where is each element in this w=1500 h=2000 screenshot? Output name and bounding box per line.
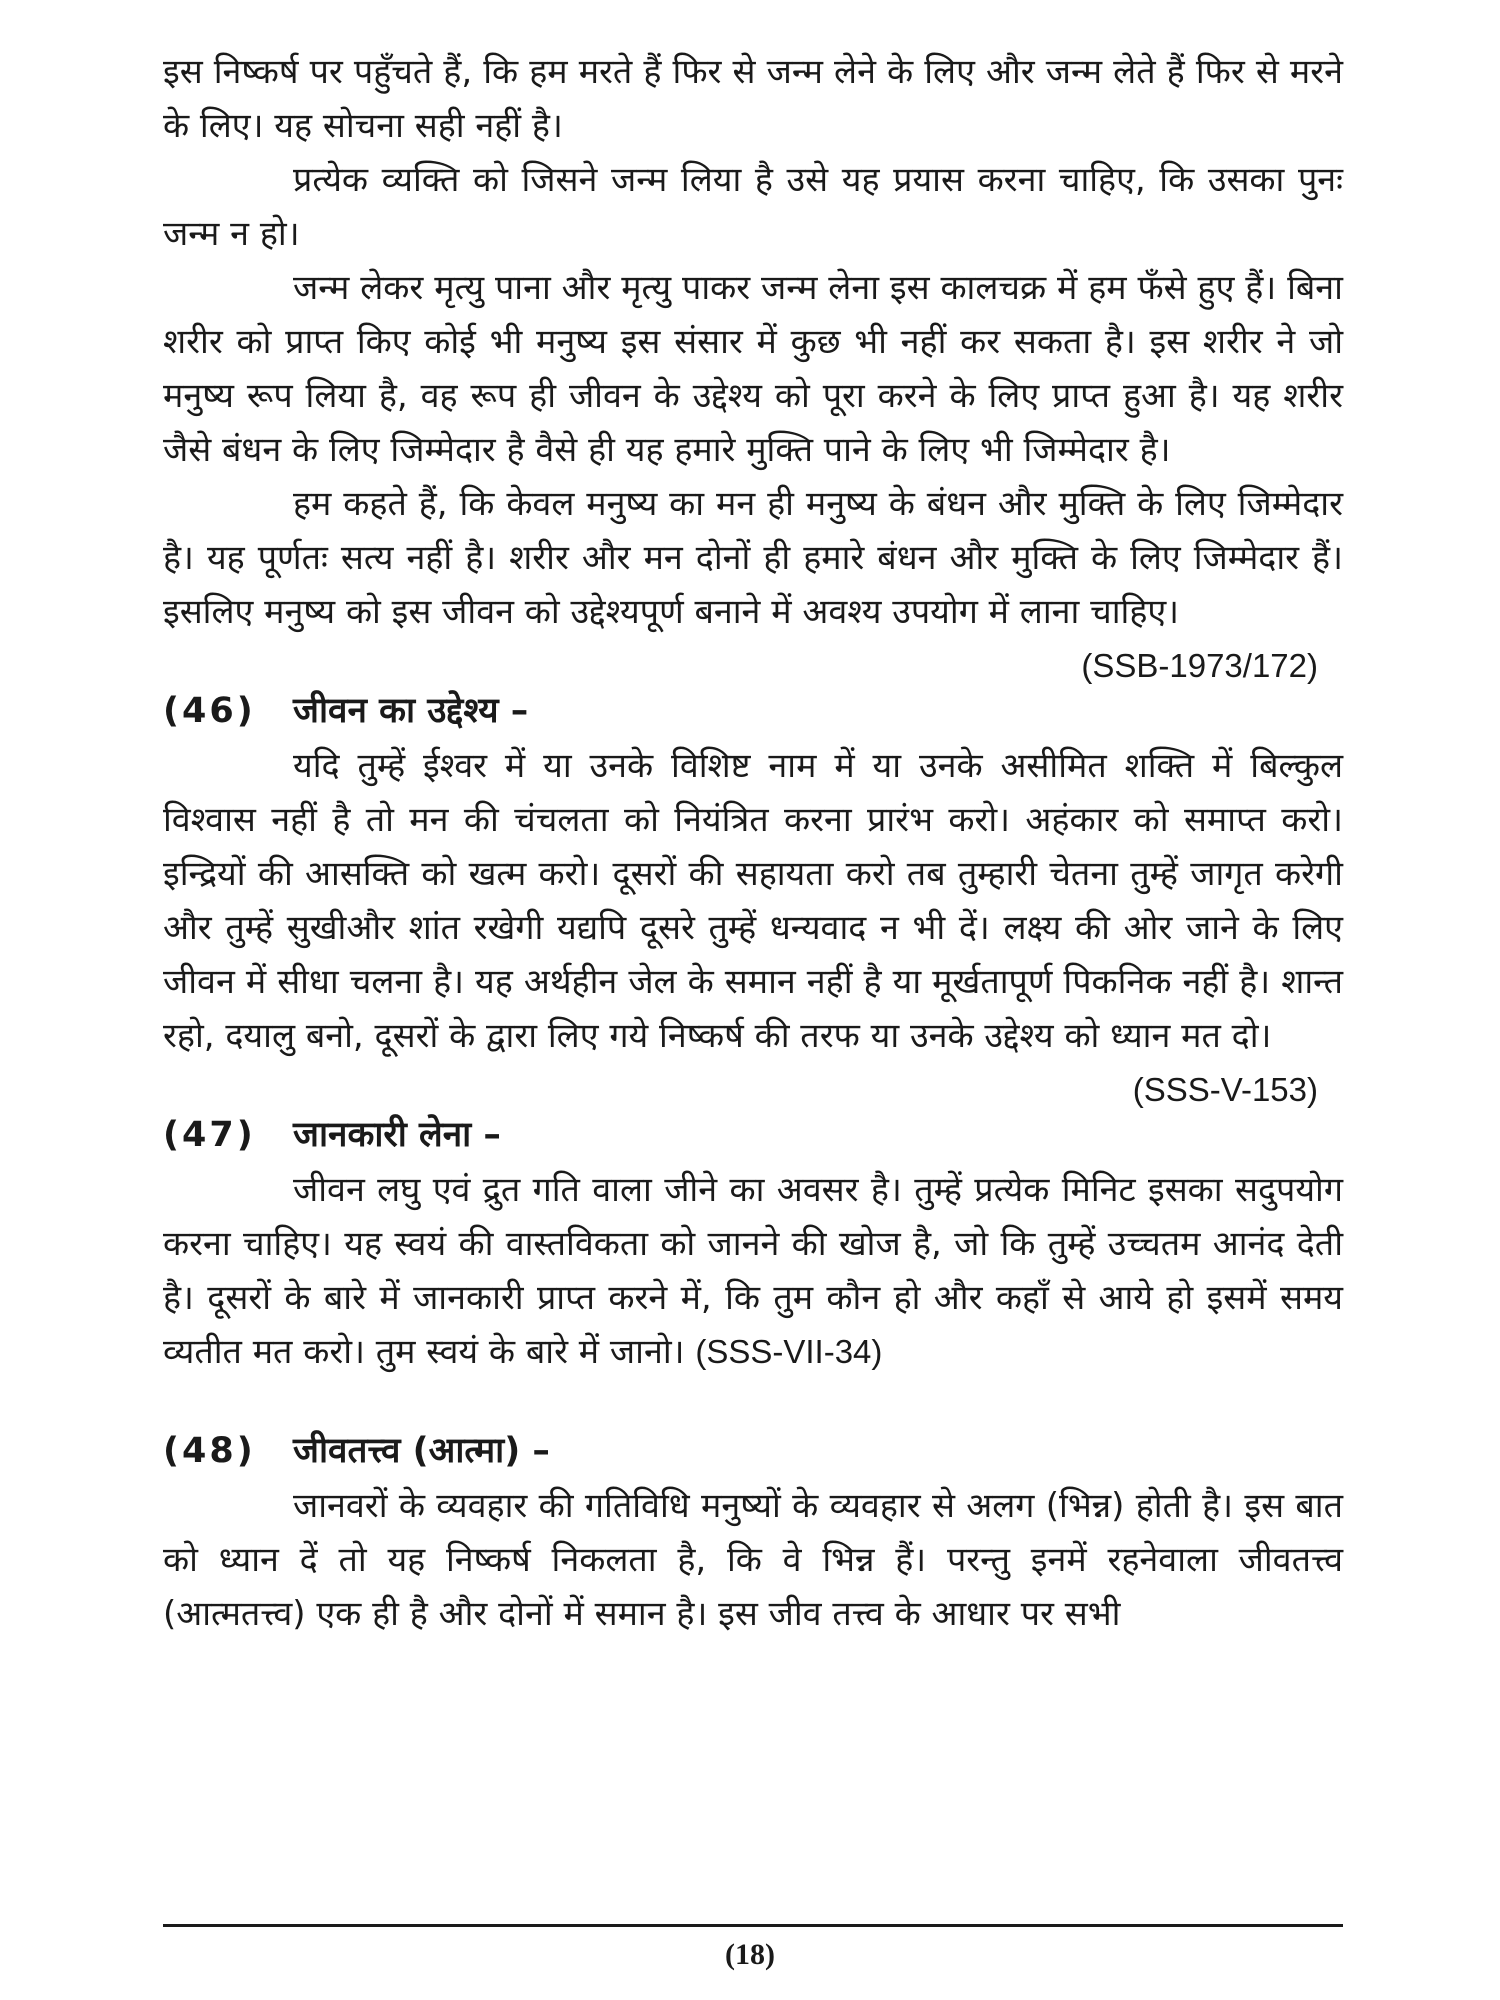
section-text	[163, 739, 1343, 1108]
section-title: जीवन का उद्देश्य –	[293, 691, 529, 731]
intro-paragraph-4-text: हम कहते हैं, कि केवल मनुष्य का मन ही मनुष्य के बंधन और मुक्ति के लिए जिम्मेदार है। यह पूर्णतः सत्य नहीं है। शरीर और मन दोनों ही हमारे बंधन और मुक्ति के लिए जिम्मेदार हैं। इसलिए मनुष्य को इस जीवन को उद्देश्यपूर्ण बनाने में अवश्य उपयोग में लाना चाहिए।	[163, 484, 1343, 632]
intro-paragraph-3: जन्म लेकर मृत्यु पाना और मृत्यु पाकर जन्म लेना इस कालचक्र में हम फँसे हुए हैं। बिना शरीर को प्राप्त किए कोई भी मनुष्य इस संसार में कुछ भी नहीं कर सकता है। इस शरीर ने जो मनुष्य रूप लिया है, वह रूप ही जीवन के उद्देश्य को पूरा करने के लिए प्राप्त हुआ है। यह शरीर जैसे बंधन के लिए जिम्मेदार है वैसे ही यह हमारे मुक्ति पाने के लिए भी जिम्मेदार है।	[163, 268, 1343, 470]
page-number: (18)	[725, 1938, 775, 1971]
section-heading	[163, 1423, 1343, 1479]
section-number: (47)	[163, 1115, 256, 1155]
section-heading	[163, 683, 951, 739]
section-48	[163, 1423, 1343, 1641]
section-title: जानकारी लेना –	[293, 1115, 501, 1155]
section-body: यदि तुम्हें ईश्वर में या उनके विशिष्ट नाम में या उनके असीमित शक्ति में बिल्कुल विश्वास नहीं है तो मन की चंचलता को नियंत्रित करना प्रारंभ करो। अहंकार को समाप्त करो। इन्द्रियों की आसक्ति को खत्म करो। दूसरों की सहायता करो तब तुम्हारी चेतना तुम्हें जागृत करेगी और तुम्हें सुखीऔर शांत रखेगी यद्यपि दूसरे तुम्हें धन्यवाद न भी दें। लक्ष्य की ओर जाने के लिए जीवन में सीधा चलना है। यह अर्थहीन जेल के समान नहीं है या मूर्खतापूर्ण पिकनिक नहीं है। शान्त रहो, दयालु बनो, दूसरों के द्वारा लिए गये निष्कर्ष की तरफ या उनके उद्देश्य को ध्यान मत दो।	[163, 746, 1343, 1056]
section-text	[163, 1163, 1343, 1379]
citation-ref: (SSS-V-153)	[1132, 1071, 1318, 1108]
section-number: (48)	[163, 1431, 256, 1471]
footer-divider	[163, 1924, 1343, 1927]
intro-paragraph-4	[163, 477, 1343, 684]
intro-paragraph-2: प्रत्येक व्यक्ति को जिसने जन्म लिया है उसे यह प्रयास करना चाहिए, कि उसका पुनः जन्म न हो।	[163, 160, 1343, 254]
intro-paragraph-1: इस निष्कर्ष पर पहुँचते हैं, कि हम मरते हैं फिर से जन्म लेने के लिए और जन्म लेते हैं फिर से मरने के लिए। यह सोचना सही नहीं है।	[163, 52, 1343, 146]
citation-ref: (SSS-VII-34)	[695, 1333, 883, 1370]
section-47	[163, 1107, 1343, 1379]
citation-ref: (SSB-1973/172)	[1081, 647, 1318, 684]
section-heading	[163, 1107, 1003, 1163]
section-title: जीवतत्त्व (आत्मा) –	[293, 1431, 550, 1471]
section-body: जीवन लघु एवं द्रुत गति वाला जीने का अवसर है। तुम्हें प्रत्येक मिनिट इसका सदुपयोग करना चाहिए। यह स्वयं की वास्तविकता को जानने की खोज है, जो कि तुम्हें उच्चतम आनंद देती है। दूसरों के बारे में जानकारी प्राप्त करने में, कि तुम कौन हो और कहाँ से आये हो इसमें समय व्यतीत मत करो। तुम स्वयं के बारे में जानो।	[163, 1170, 1343, 1372]
section-number: (46)	[163, 691, 256, 731]
section-text: जानवरों के व्यवहार की गतिविधि मनुष्यों के व्यवहार से अलग (भिन्न) होती है। इस बात को ध्यान दें तो यह निष्कर्ष निकलता है, कि वे भिन्न हैं। परन्तु इनमें रहनेवाला जीवतत्त्व (आत्मतत्त्व) एक ही है और दोनों में समान है। इस जीव तत्त्व के आधार पर सभी	[163, 1486, 1343, 1634]
section-46	[163, 683, 1343, 1108]
page-content	[163, 45, 1343, 1641]
